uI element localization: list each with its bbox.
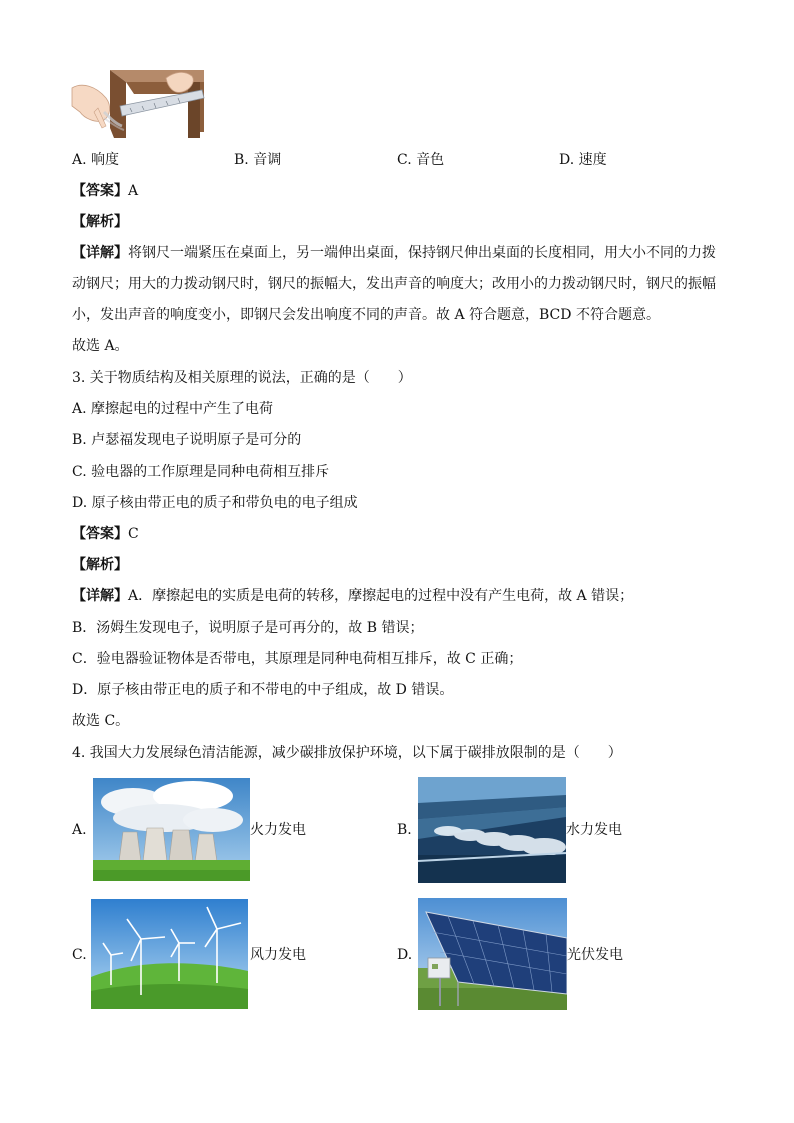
analysis-tag: 【解析】: [72, 214, 128, 230]
option-letter: B.: [234, 152, 249, 168]
q2-option-d: [559, 150, 607, 170]
q3-detail-line-3: C．验电器验证物体是否带电，其原理是同种电荷相互排斥，故 C 正确；: [72, 651, 523, 667]
q4-option-a-label: 火力发电: [250, 822, 306, 838]
q4-option-a-letter: A.: [72, 822, 87, 838]
q3-detail-line-2: B．汤姆生发现电子，说明原子是可再分的，故 B 错误；: [72, 620, 424, 636]
analysis-tag: 【解析】: [72, 557, 128, 573]
q3-option-d: D. 原子核由带正电的质子和带负电的电子组成: [72, 495, 358, 511]
q3-stem: 3. 关于物质结构及相关原理的说法，正确的是（ ）: [72, 370, 412, 386]
option-letter: C.: [397, 152, 412, 168]
option-text: 速度: [578, 152, 607, 168]
q2-option-a: [72, 150, 119, 170]
answer-value: A: [128, 183, 139, 199]
q2-detail-line-2: 动钢尺；用大的力拨动钢尺时，钢尺的振幅大，发出声音的响度大；改用小的力拨动钢尺时，钢尺的振幅: [72, 276, 716, 292]
q3-detail-line-4: D．原子核由带正电的质子和不带电的中子组成，故 D 错误。: [72, 682, 454, 698]
q4-option-c-label: 风力发电: [250, 947, 306, 963]
answer-tag: 【答案】: [72, 183, 128, 199]
ruler-table-illustration: [70, 68, 206, 138]
q4-stem: 4. 我国大力发展绿色清洁能源，减少碳排放保护环境，以下属于碳排放限制的是（ ）: [72, 745, 622, 761]
detail-text: 将钢尺一端紧压在桌面上，另一端伸出桌面，保持钢尺伸出桌面的长度相同，用大小不同的力拨: [128, 245, 716, 261]
option-text: 音调: [253, 152, 282, 168]
q2-analysis-heading: [72, 212, 128, 232]
q3-option-c: C. 验电器的工作原理是同种电荷相互排斥: [72, 464, 330, 480]
detail-tag: 【详解】: [72, 588, 128, 604]
q3-conclusion: 故选 C。: [72, 713, 130, 729]
answer-value: C: [128, 526, 139, 542]
hydro-power-photo: [418, 777, 566, 883]
q3-detail-line-1: [72, 586, 633, 606]
q2-detail-line-1: [72, 243, 716, 263]
q3-analysis-heading: [72, 555, 128, 575]
q4-option-c-letter: C.: [72, 947, 87, 963]
answer-tag: 【答案】: [72, 526, 128, 542]
option-letter: A.: [72, 152, 87, 168]
q3-option-b: B. 卢瑟福发现电子说明原子是可分的: [72, 432, 302, 448]
wind-power-photo: [91, 899, 248, 1009]
q2-detail-line-3: 小，发出声音的响度变小，即钢尺会发出响度不同的声音。故 A 符合题意，BCD 不符合题意。: [72, 307, 660, 323]
q4-option-b-letter: B.: [397, 822, 412, 838]
q3-answer: [72, 524, 139, 544]
detail-text: A．摩擦起电的实质是电荷的转移，摩擦起电的过程中没有产生电荷，故 A 错误；: [128, 588, 634, 604]
option-text: 音色: [416, 152, 445, 168]
q2-option-b: [234, 150, 281, 170]
q4-option-b-label: 水力发电: [566, 822, 622, 838]
q4-option-d-letter: D.: [397, 947, 413, 963]
thermal-power-photo: [93, 778, 250, 881]
q2-answer: [72, 181, 138, 201]
option-text: 响度: [91, 152, 120, 168]
q2-conclusion: 故选 A。: [72, 338, 129, 354]
detail-tag: 【详解】: [72, 245, 128, 261]
q2-option-c: [397, 150, 444, 170]
q4-option-d-label: 光伏发电: [567, 947, 623, 963]
q3-option-a: A. 摩擦起电的过程中产生了电荷: [72, 401, 274, 417]
option-letter: D.: [559, 152, 575, 168]
solar-power-photo: [418, 898, 567, 1010]
